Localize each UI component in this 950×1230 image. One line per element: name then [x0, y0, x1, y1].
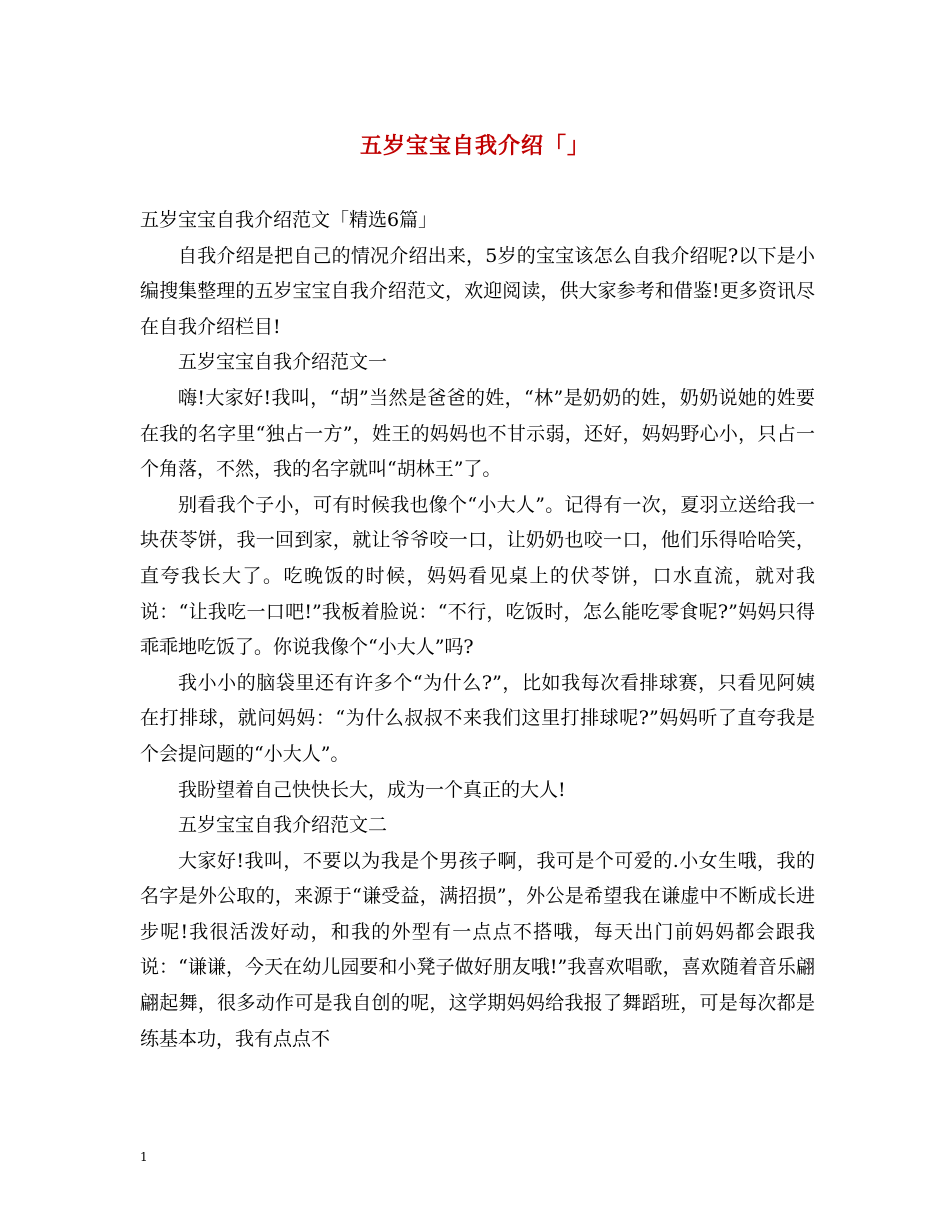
- body-paragraph: 我盼望着自己快快长大，成为一个真正的大人!: [178, 778, 566, 801]
- section-heading-2: 五岁宝宝自我介绍范文二: [178, 814, 388, 837]
- section-heading-1: 五岁宝宝自我介绍范文一: [178, 351, 388, 374]
- body-paragraph: 我小小的脑袋里还有许多个“为什么?”，比如我每次看排球赛，只看见阿姨在打排球，就问妈妈：“为什么叔叔不来我们这里打排球呢?”妈妈听了直夸我是个会提问题的“小大人”。: [140, 671, 815, 765]
- body-paragraph: 嗨!大家好!我叫，“胡”当然是爸爸的姓，“林”是奶奶的姓，奶奶说她的姓要在我的名字里“独占一方”，姓王的妈妈也不甘示弱，还好，妈妈野心小，只占一个角落，不然，我的名字就叫“胡林王”了。: [140, 386, 815, 481]
- body-paragraph: 大家好!我叫，不要以为我是个男孩子啊，我可是个可爱的.小女生哦，我的名字是外公取的，来源于“谦受益，满招损”，外公是希望我在谦虚中不断成长进步呢!我很活泼好动，和我的外型有一点点不搭哦，每天出门前妈妈都会跟我说：“谦谦，今天在幼儿园要和小凳子做好朋友哦!”我喜欢唱歌，喜欢随着音乐翩翩起舞，很多动作可是我自创的呢，这学期妈妈给我报了舞蹈班，可是每次都是练基本功，我有点点不: [140, 849, 815, 1050]
- page-number: 1: [140, 1150, 148, 1164]
- document-body: [140, 203, 815, 1057]
- document-title: 五岁宝宝自我介绍「」: [359, 133, 590, 159]
- intro-paragraph: 自我介绍是把自己的情况介绍出来，5岁的宝宝该怎么自我介绍呢?以下是小编搜集整理的五岁宝宝自我介绍范文，欢迎阅读，供大家参考和借鉴!更多资讯尽在自我介绍栏目!: [140, 244, 815, 338]
- subtitle-paragraph: 五岁宝宝自我介绍范文「精选6篇」: [140, 209, 438, 231]
- body-paragraph: 别看我个子小，可有时候我也像个“小大人”。记得有一次，夏羽立送给我一块茯苓饼，我一回到家，就让爷爷咬一口，让奶奶也咬一口，他们乐得哈哈笑，直夸我长大了。吃晚饭的时候，妈妈看见桌上的伏苓饼，口水直流，就对我说：“让我吃一口吧!”我板着脸说：“不行，吃饭时，怎么能吃零食呢?”妈妈只得乖乖地吃饭了。你说我像个“小大人”吗?: [140, 493, 815, 659]
